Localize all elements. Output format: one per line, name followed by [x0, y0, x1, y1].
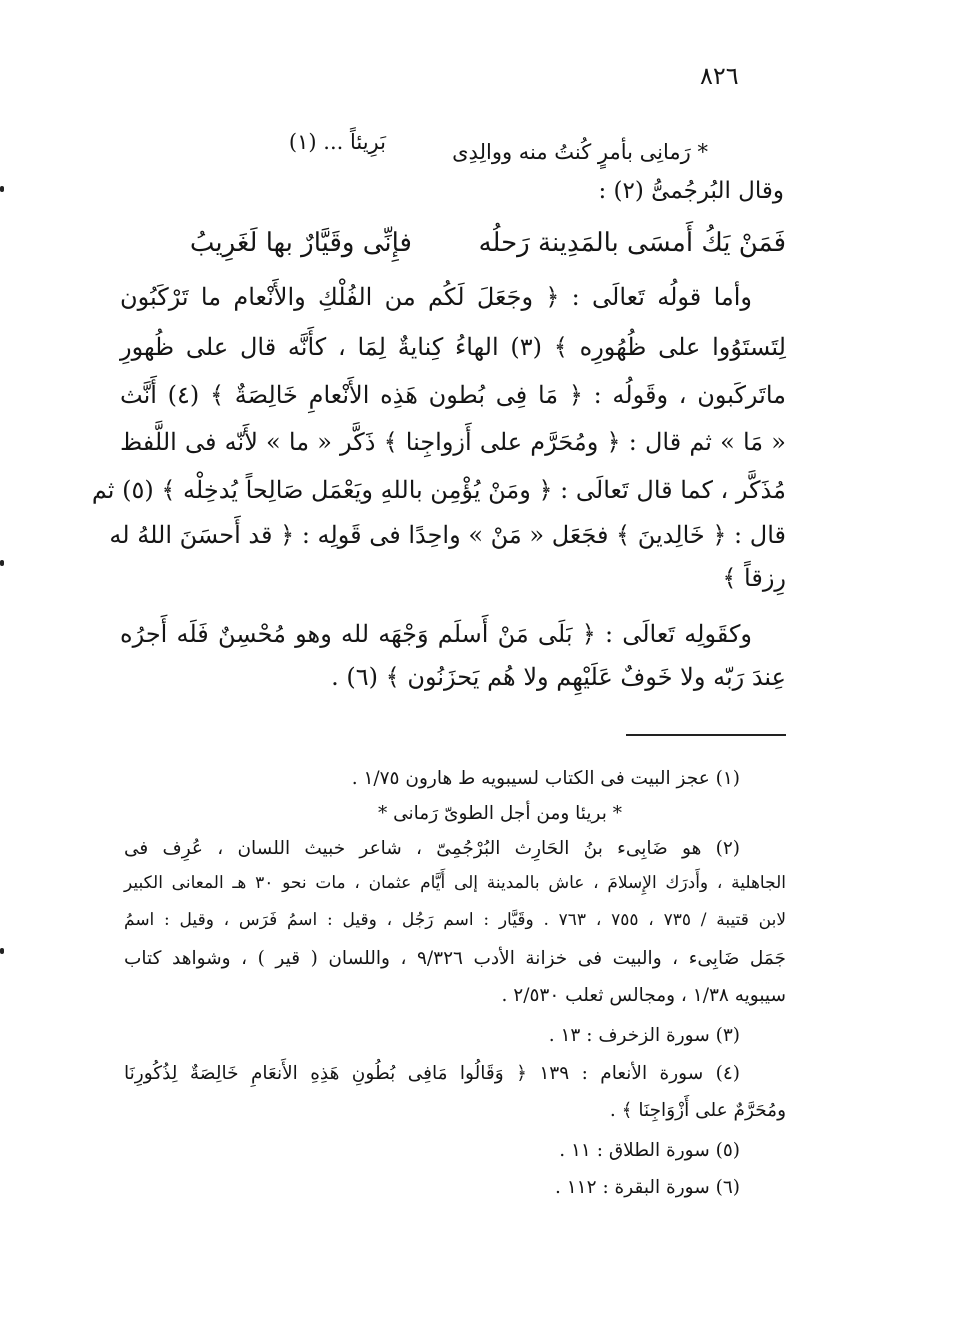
footnote-6: (٦) سورة البقرة : ١١٢ .: [554, 1177, 740, 1198]
footnote-2-line-2: الجاهلية ، وأَدرَك الإِسلامَ ، عاش بالمدينة إلى أَيَّام عثمان ، مات نحو ٣٠ هـ المعانى الكبير: [124, 873, 786, 893]
margin-mark-lower: [0, 948, 4, 954]
paragraph-1-line-4: « مَا » ثم قال : ﴿ ومُحَرَّم على أَزواجِنا ﴾ ذَكَّر « ما » لأَنّه فى اللَّفظ: [120, 428, 786, 456]
paragraph-1-line-7: رِزقاً ﴾: [722, 564, 786, 592]
page-number: ٨٢٦: [700, 62, 739, 90]
verse-1-second-hemistich: بَرِيئاً ... (١): [288, 130, 386, 154]
verse-2-first-hemistich: فَمَنْ يَكُ أَمسَى بالمَدِينة رَحلُه: [478, 228, 786, 258]
footnote-4-line-1: (٤) سورة الأنعام : ١٣٩ ﴿ وَقَالُوا مَافِى بُطُونِ هَذِهِ الأَنعَامِ خَالِصَةٌ لِذُكُورِنَا: [124, 1063, 741, 1084]
paragraph-1-line-2: لِتَستَوُوا على ظُهُورِه ﴾ (٣) الهاءُ كِنايةٌ لِمَا ، كأَنَّه قال على ظُهورِ: [120, 333, 786, 361]
footnote-2-line-1: (٢) هو ضَابِىء بنُ الحَارِث البُرْجُمِىّ ، شاعر خبيث اللسان ، عُرِف فى: [124, 838, 740, 859]
footnote-2-line-4: جَمَل ضَابِىء ، والبيت فى خزانة الأدب ٩/٣٢٦ ، واللسان ( قير ) ، وشواهد كتاب: [124, 948, 786, 969]
margin-mark-top: [0, 186, 4, 192]
paragraph-1-line-6: قال : ﴿ خَالِدينَ ﴾ فجَعَل « مَنْ » واحِدًا فى قَولِه : ﴿ قد أَحسَنَ اللهُ له: [109, 521, 786, 549]
footnote-2-line-5: سيبويه ١/٣٨ ، ومجالس ثعلب ٢/٥٣٠ .: [501, 985, 786, 1006]
footnote-4-line-2: ومُحَرَّمٌ على أَزْوَاجِنَا ﴾ .: [609, 1100, 786, 1121]
verse-1-first-hemistich: * رَمانِى بأمرٍ كُنتُ منه ووالِدِى: [452, 140, 708, 164]
intro-line: وقال البُرجُمىُّ (٢) :: [598, 178, 784, 204]
paragraph-1-line-3: ماتَركَبون ، وقَولُه : ﴿ مَا فِى بُطون هَذِه الأَنْعامِ خَالِصَةٌ ﴾ (٤) أَنَّث: [120, 381, 787, 409]
footnote-2-line-3: لابن قتيبة / ٧٣٥ ، ٧٥٥ ، ٧٦٣ . وقَيَّار : اسم رَجُل ، وقيل : اسمُ فَرَس ، وقيل : اسمُ: [124, 910, 787, 930]
footnote-5: (٥) سورة الطلاق : ١١ .: [559, 1140, 740, 1161]
verse-2-second-hemistich: فإِنِّى وقَيَّارٌ بها لَغَرِيبُ: [189, 228, 412, 258]
footnote-separator: [626, 734, 786, 736]
paragraph-1-line-1: وأما قولُه تَعالَى : ﴿ وجَعَلَ لَكُم من الفُلْكِ والأَنْعام ما تَرْكَبُون: [120, 283, 752, 311]
footnote-1: (١) عجز البيت فى الكتاب لسيبويه ط هارون ١/٧٥ .: [351, 768, 740, 789]
paragraph-2-line-2: عِندَ رَبّه ولا خَوفٌ عَلَيْهِم ولا هُم يَحزَنُون ﴾ (٦) .: [331, 663, 786, 691]
margin-mark-middle: [0, 560, 4, 566]
paragraph-2-line-1: وكقَولِه تَعالَى : ﴿ بَلَى مَنْ أَسلَم وَجْهَه لله وهو مُحْسِنٌ فَلَه أَجرُه: [120, 620, 752, 648]
footnote-3: (٣) سورة الزخرف : ١٣ .: [548, 1025, 740, 1046]
footnote-1-verse: * بريئا ومن أجل الطوىّ رَمانى *: [377, 803, 623, 824]
paragraph-1-line-5: مُذَكَّر ، كما قال تَعالَى : ﴿ ومَنْ يُؤْمِن باللهِ ويَعْمَل صَالِحاً يُدخِلْه ﴾ (٥) ثم: [91, 476, 786, 504]
